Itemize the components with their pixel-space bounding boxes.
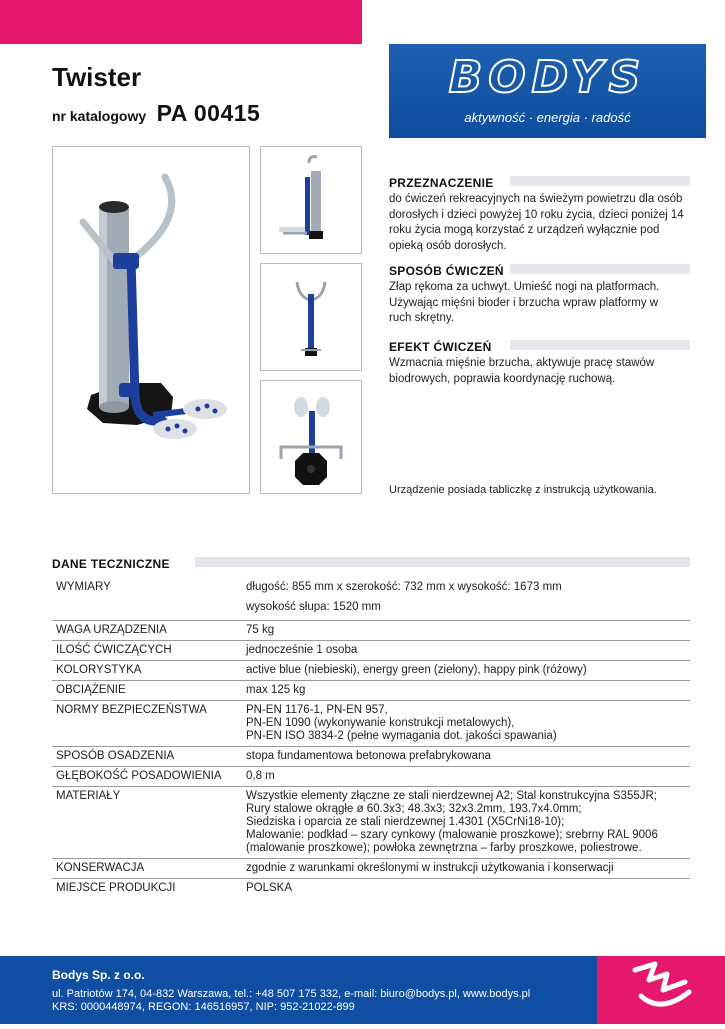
heading-rule xyxy=(510,340,690,350)
brand-tagline: aktywność · energia · radość xyxy=(464,110,631,125)
spec-key: SPOSÓB OSADZENIA xyxy=(56,750,175,762)
twister-side-view-icon xyxy=(261,147,361,253)
spec-value: max 125 kg xyxy=(246,684,306,696)
spec-row xyxy=(52,787,690,859)
spec-key: WAGA URZĄDZENIA xyxy=(56,624,167,636)
specs-table xyxy=(52,574,690,898)
catalog-number-line xyxy=(52,100,260,127)
spec-value: zgodnie z warunkami określonymi w instrukcji użytkowania i konserwacji xyxy=(246,862,614,874)
spec-value: Wszystkie elementy złączne ze stali nierdzewnej A2; Stal konstrukcyjna S355JR; Rury stalowe okrągłe ø 60.3x3; 48.3x3; 32x3.2mm, 193.7x4.0mm; Siedziska i oparcia ze stali nierdzewnej 1.4301 (X5CrNi18-10); Malowanie: podkład – szary cynkowy (malowanie proszkowe); srebrny RAL 9006 (malowanie proszkowe); powłoka zewnętrzna – farby proszkowe, poliestrowe. xyxy=(246,790,658,854)
spec-value: 75 kg xyxy=(246,624,275,636)
specs-heading-rule xyxy=(195,557,690,567)
footer-company: Bodys Sp. z o.o. xyxy=(52,968,145,982)
spec-value: jednocześnie 1 osoba xyxy=(246,644,358,656)
section-text-effect: Wzmacnia mięśnie brzucha, aktywuje pracę stawów biodrowych, poprawia koordynację ruchową. xyxy=(389,357,655,385)
footer-registry: KRS: 0000448974, REGON: 146516957, NIP: 952-21022-899 xyxy=(52,1001,355,1013)
spec-row xyxy=(52,621,690,641)
catalog-label: nr katalogowy xyxy=(52,108,147,124)
spec-row xyxy=(52,681,690,701)
spec-key: WYMIARY xyxy=(56,581,111,593)
spec-key: MATERIAŁY xyxy=(56,790,121,802)
twister-top-view-icon xyxy=(261,381,361,493)
spec-key: MIEJSCE PRODUKCJI xyxy=(56,882,176,894)
instruction-plate-note: Urządzenie posiada tabliczkę z instrukcją użytkowania. xyxy=(389,484,657,496)
spec-key: KONSERWACJA xyxy=(56,862,145,874)
spec-key: KOLORYSTYKA xyxy=(56,664,142,676)
spec-row xyxy=(52,574,690,621)
section-text-method: Złap rękoma za uchwyt. Umieść nogi na platformach. Używając mięśni bioder i brzucha wpraw platformy w ruch skrętny. xyxy=(389,281,660,324)
section-heading-purpose: PRZEZNACZENIE xyxy=(389,176,494,190)
brand-wordmark: BODYS xyxy=(448,52,647,103)
section-text-purpose: do ćwiczeń rekreacyjnych na świeżym powietrzu dla osób dorosłych i dzieci powyżej 10 roku życia, dzieci poniżej 14 roku życia mogą korzystać z urządzeń wyłącznie pod opieką osób dorosłych. xyxy=(389,193,684,252)
twister-3d-icon xyxy=(53,147,249,493)
product-image-front xyxy=(260,263,362,371)
section-heading-method: SPOSÓB ĆWICZEŃ xyxy=(389,264,504,278)
catalog-number: PA 00415 xyxy=(156,100,261,126)
product-title: Twister xyxy=(52,62,142,92)
product-image-side xyxy=(260,146,362,254)
product-image-top xyxy=(260,380,362,494)
heading-rule xyxy=(510,264,690,274)
specs-heading: DANE TECZNICZNE xyxy=(52,557,170,571)
spec-value: active blue (niebieski), energy green (zielony), happy pink (różowy) xyxy=(246,664,587,676)
spec-value: POLSKA xyxy=(246,882,293,894)
spec-value: 0,8 m xyxy=(246,770,275,782)
twister-front-view-icon xyxy=(261,264,361,370)
spec-key: NORMY BEZPIECZEŃSTWA xyxy=(56,704,207,716)
brand-logo xyxy=(389,44,706,138)
product-image-main xyxy=(52,146,250,494)
top-accent-bar xyxy=(0,0,362,44)
spec-value: stopa fundamentowa betonowa prefabrykowana xyxy=(246,750,491,762)
spec-value: PN-EN 1176-1, PN-EN 957, PN-EN 1090 (wykonywanie konstrukcji metalowych), PN-EN ISO 3834-2 (pełne wymagania dot. jakości spawania) xyxy=(246,704,557,742)
spec-row xyxy=(52,859,690,879)
spec-row xyxy=(52,701,690,747)
spec-value: długość: 855 mm x szerokość: 732 mm x wysokość: 1673 mm wysokość słupa: 1520 mm xyxy=(246,581,562,613)
spec-row xyxy=(52,879,690,899)
spec-row xyxy=(52,661,690,681)
spec-key: ILOŚĆ ĆWICZĄCYCH xyxy=(56,644,172,656)
footer-address: ul. Patriotów 174, 04-832 Warszawa, tel.: +48 507 175 332, e-mail: biuro@bodys.pl, www.bodys.pl xyxy=(52,988,531,1000)
spec-row xyxy=(52,767,690,787)
footer-accent xyxy=(597,956,725,1024)
heading-rule xyxy=(510,176,690,186)
spec-row xyxy=(52,747,690,767)
spec-key: OBCIĄŻENIE xyxy=(56,684,126,696)
section-heading-effect: EFEKT ĆWICZEŃ xyxy=(389,340,492,354)
spec-row xyxy=(52,641,690,661)
footer xyxy=(0,956,725,1024)
brand-mark-icon xyxy=(597,956,725,1024)
spec-key: GŁĘBOKOŚĆ POSADOWIENIA xyxy=(56,770,222,782)
